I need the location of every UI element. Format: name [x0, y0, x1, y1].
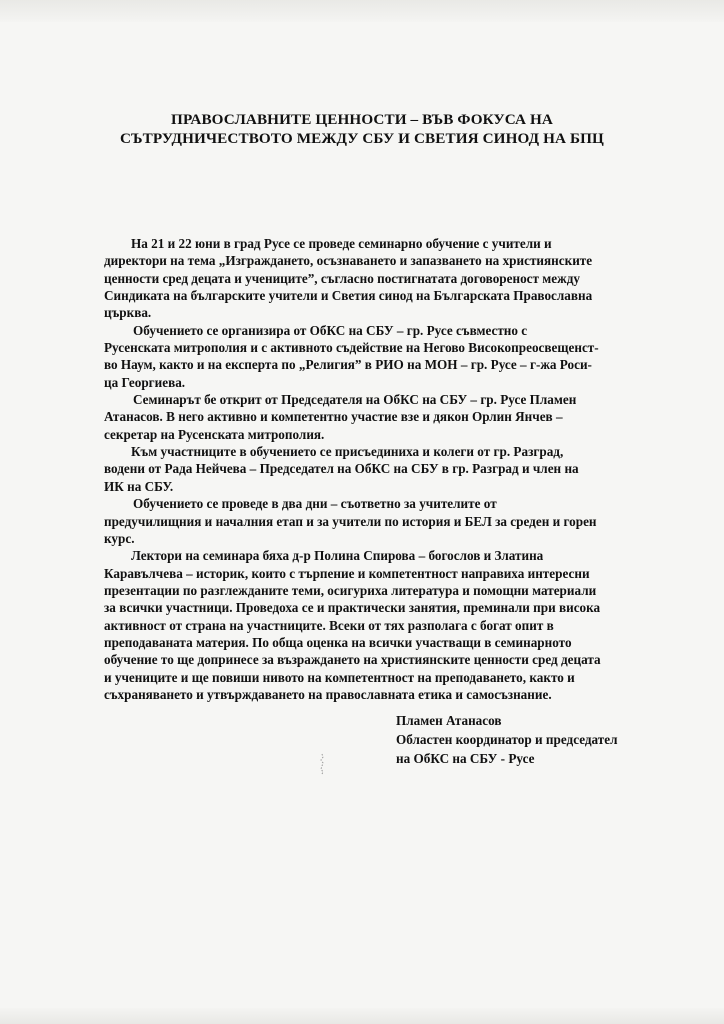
paragraph-line: Към участниците в обучението се присъединиха и колеги от гр. Разград,	[131, 444, 564, 460]
paragraph-line: Обучението се организира от ОбКС на СБУ – гр. Русе съвместно с	[133, 322, 528, 338]
signature-position-line: Областен координатор и председател	[396, 732, 618, 747]
signature-name: Пламен Атанасов	[396, 713, 502, 728]
paragraph-line: курс.	[104, 530, 135, 546]
scan-top-shadow	[0, 0, 724, 22]
paragraph-line: Семинарът бе открит от Председателя на ОбКС на СБУ – гр. Русе Пламен	[133, 392, 577, 408]
document-title	[70, 110, 654, 148]
paragraph-line: ценности сред децата и учениците”, съгласно постигнатата договореност между	[104, 270, 580, 286]
paragraph-line: съхраняването и утвърждаването на православната етика и самосъзнание.	[104, 686, 552, 702]
paragraph-line: Синдиката на българските учители и Светия синод на Българската Православна	[104, 288, 593, 304]
paragraph-line: презентации по разглежданите теми, осигуриха литература и помощни материали	[104, 582, 597, 598]
paragraph-line: предучилищния и началния етап и за учители по история и БЕЛ за среден и горен	[104, 513, 597, 529]
paragraph-line: ца Георгиева.	[104, 374, 186, 390]
signature-position-line: на ОбКС на СБУ - Русе	[396, 751, 535, 766]
paragraph-line: Русенската митрополия и с активното съдействие на Негово Високопреосвещенст-	[104, 340, 599, 356]
body-paragraph	[104, 443, 617, 495]
paragraph-line: Лектори на семинара бяха д-р Полина Спирова – богослов и Златина	[131, 548, 544, 564]
scan-smudge	[318, 753, 326, 775]
paragraph-line: На 21 и 22 юни в град Русе се проведе семинарно обучение с учители и	[131, 236, 552, 251]
paragraph-line: секретар на Русенската митрополия.	[104, 426, 325, 442]
paragraph-line: Каравълчева – историк, които с търпение и компетентност направиха интересни	[104, 565, 590, 581]
paragraph-line: обучение то ще допринесе за възраждането на християнските ценности сред децата	[104, 652, 601, 668]
paragraph-line: Атанасов. В него активно и компетентно участие взе и дякон Орлин Янчев –	[104, 409, 563, 425]
body-paragraph	[104, 235, 617, 322]
paragraph-line: ИК на СБУ.	[104, 478, 174, 494]
document-body	[104, 235, 617, 703]
body-paragraph	[104, 391, 617, 443]
paragraph-line: и учениците и ще повиши нивото на компетентност на преподаването, както и	[104, 669, 575, 685]
body-paragraph	[104, 322, 617, 391]
paragraph-line: водени от Рада Нейчева – Председател на ОбКС на СБУ в гр. Разград и член на	[104, 461, 579, 477]
paragraph-line: Обучението се проведе в два дни – съответно за учителите от	[133, 496, 497, 512]
paragraph-line: активност от страна на участниците. Всеки от тях разполага с богат опит в	[104, 617, 554, 633]
body-paragraph	[104, 547, 617, 703]
signature-block	[396, 711, 716, 768]
body-paragraph	[104, 495, 617, 547]
paragraph-line: църква.	[104, 305, 152, 321]
paragraph-line: за всички участници. Проведоха се и практически занятия, преминали при висока	[104, 600, 601, 616]
paragraph-line: директори на тема „Изграждането, осъзнаването и запазването на християнските	[104, 253, 593, 269]
title-line: СЪТРУДНИЧЕСТВОТО МЕЖДУ СБУ И СВЕТИЯ СИНОД НА БПЦ	[120, 130, 604, 147]
paragraph-line: во Наум, както и на експерта по „Религия” в РИО на МОН – гр. Русе – г-жа Роси-	[104, 357, 592, 373]
title-line: ПРАВОСЛАВНИТЕ ЦЕННОСТИ – ВЪВ ФОКУСА НА	[171, 111, 553, 128]
scan-bottom-shadow	[0, 1008, 724, 1024]
paragraph-line: преподаваната материя. По обща оценка на всички участващи в семинарното	[104, 634, 572, 650]
